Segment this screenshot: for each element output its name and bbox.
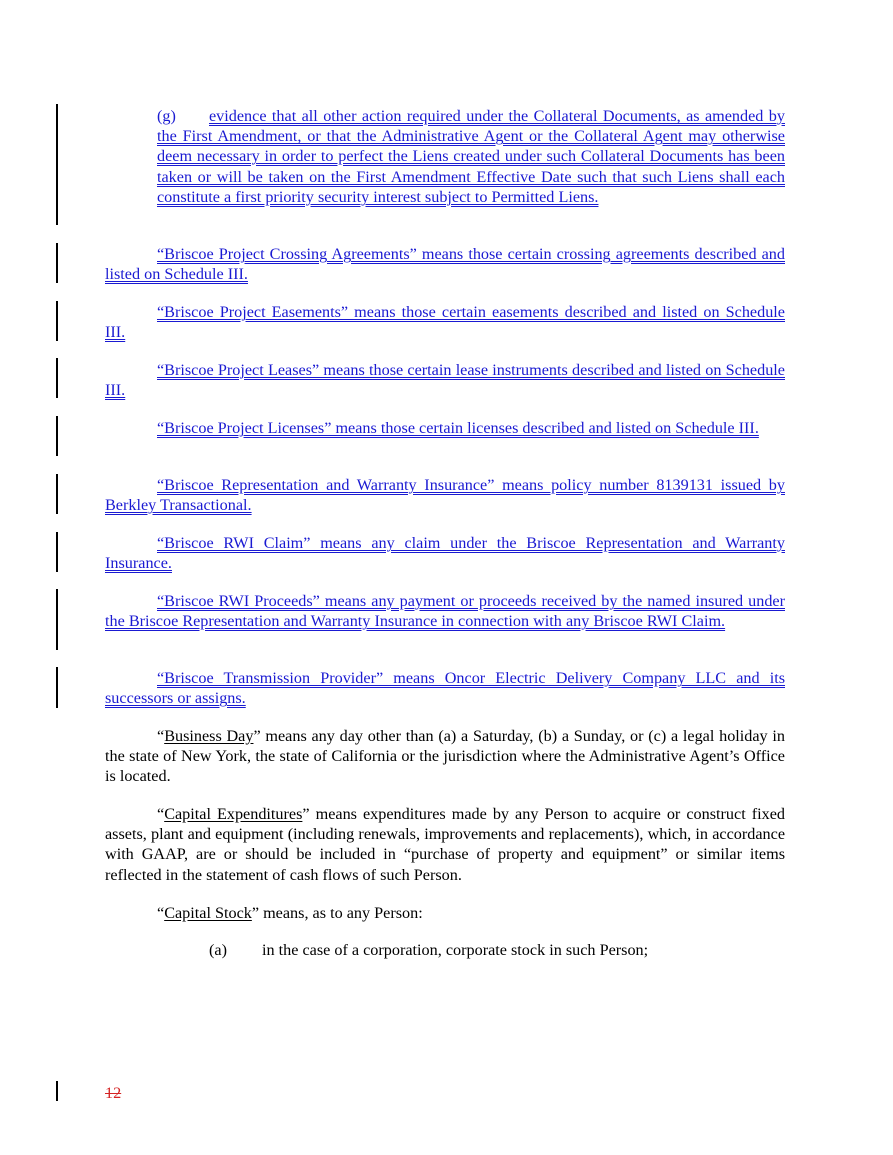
definition-briscoe-rwi-claim: “Briscoe RWI Claim” means any claim under the Briscoe Representation and Warranty Insurance. [105, 534, 785, 573]
definition-body: ” means expenditures made by any Person to acquire or construct fixed assets, plant and equipment (including renewals, improvements and replacements), which, in accordance with GAAP, are or should be included in “purchase of property and equipment” or similar items reflected in the statement of cash flows of such Person. [105, 805, 785, 884]
change-bar [56, 301, 58, 341]
quote-open: “ [157, 727, 165, 745]
clause-g [157, 106, 785, 207]
definition-briscoe-rw-insurance: “Briscoe Representation and Warranty Insurance” means policy number 8139131 issued by Berkley Transactional. [105, 476, 785, 515]
change-bar [56, 532, 58, 572]
definition-body: ” means any day other than (a) a Saturday, (b) a Sunday, or (c) a legal holiday in the state of New York, the state of California or the jurisdiction where the Administrative Agent’s Office is located. [105, 727, 785, 786]
clause-a-marker: (a) [209, 941, 227, 959]
change-bar [56, 589, 58, 650]
change-bar [56, 474, 58, 514]
definition-business-day [105, 726, 785, 787]
term-capital-stock: Capital Stock [164, 904, 252, 922]
change-bar [56, 243, 58, 283]
term-business-day: Business Day [164, 727, 254, 745]
change-bar [56, 667, 58, 708]
change-bar [56, 104, 58, 225]
definition-body: ” means, as to any Person: [251, 904, 423, 922]
page-number: 12 [105, 1084, 122, 1102]
definition-briscoe-crossing-agreements: “Briscoe Project Crossing Agreements” means those certain crossing agreements described and listed on Schedule III. [105, 245, 785, 284]
clause-g-text: evidence that all other action required under the Collateral Documents, as amended by the First Amendment, or that the Administrative Agent or the Collateral Agent may otherwise deem necessary in order to perfect the Liens created under such Collateral Documents has been taken or will be taken on the First Amendment Effective Date such that such Liens shall each constitute a first priority security interest subject to Permitted Liens. [157, 107, 785, 206]
definition-capital-stock [105, 903, 785, 923]
clause-a-text: in the case of a corporation, corporate stock in such Person; [262, 941, 649, 959]
change-bar [56, 358, 58, 398]
quote-open: “ [157, 805, 165, 823]
change-bar [56, 416, 58, 456]
clause-a [209, 940, 785, 960]
change-bar [56, 1081, 58, 1101]
definition-capital-expenditures [105, 804, 785, 885]
definition-briscoe-easements: “Briscoe Project Easements” means those certain easements described and listed on Schedule III. [105, 303, 785, 342]
term-capital-expenditures: Capital Expenditures [164, 805, 303, 823]
clause-g-marker: (g) [157, 107, 176, 125]
definition-briscoe-rwi-proceeds: “Briscoe RWI Proceeds” means any payment or proceeds received by the named insured under the Briscoe Representation and Warranty Insurance in connection with any Briscoe RWI Claim. [105, 592, 785, 631]
definition-briscoe-leases: “Briscoe Project Leases” means those certain lease instruments described and listed on Schedule III. [105, 361, 785, 400]
definition-briscoe-licenses: “Briscoe Project Licenses” means those certain licenses described and listed on Schedule III. [157, 419, 759, 437]
quote-open: “ [157, 904, 165, 922]
definition-briscoe-transmission-provider: “Briscoe Transmission Provider” means Oncor Electric Delivery Company LLC and its successors or assigns. [105, 669, 785, 708]
